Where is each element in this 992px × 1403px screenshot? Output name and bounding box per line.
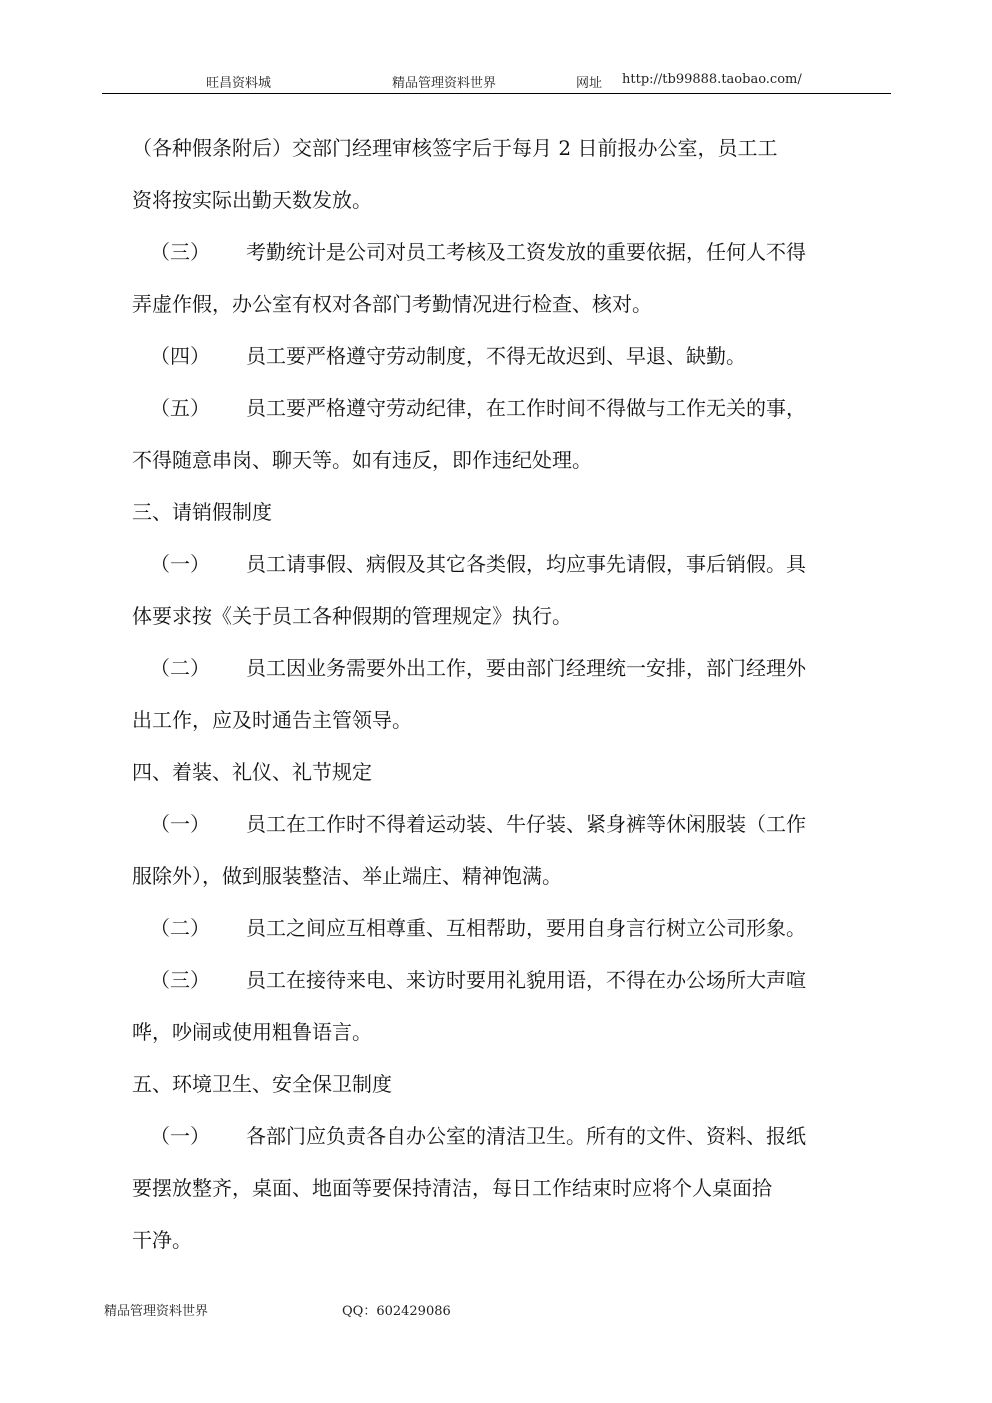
clause-4 xyxy=(132,330,892,382)
document-body xyxy=(132,122,892,1266)
footer-world-name: 精品管理资料世界 xyxy=(104,1304,209,1319)
body-line: （各种假条附后）交部门经理审核签字后于每月 2 日前报办公室，员工工 xyxy=(132,136,778,160)
clause-5 xyxy=(132,382,892,434)
body-line: 干净。 xyxy=(132,1228,192,1252)
header-url-label: 网址 xyxy=(576,76,603,91)
section-heading-3: 三、请销假制度 xyxy=(132,500,272,524)
body-line: 哗，吵闹或使用粗鲁语言。 xyxy=(132,1020,372,1044)
clause-text: 员工要严格遵守劳动纪律，在工作时间不得做与工作无关的事， xyxy=(246,396,806,420)
clause-label: （一） xyxy=(150,1124,210,1148)
clause-label: （二） xyxy=(150,916,210,940)
clause-4-1 xyxy=(132,798,892,850)
clause-label: （一） xyxy=(150,812,210,836)
body-line: 出工作，应及时通告主管领导。 xyxy=(132,708,412,732)
body-line: 服除外），做到服装整洁、举止端庄、精神饱满。 xyxy=(132,864,562,888)
header-shop-name: 旺昌资料城 xyxy=(206,76,272,91)
clause-text: 员工在接待来电、来访时要用礼貌用语，不得在办公场所大声喧 xyxy=(246,968,806,992)
clause-label: （四） xyxy=(150,344,210,368)
header-world-name: 精品管理资料世界 xyxy=(392,76,497,91)
section-heading-5: 五、环境卫生、安全保卫制度 xyxy=(132,1072,392,1096)
body-line: 体要求按《关于员工各种假期的管理规定》执行。 xyxy=(132,604,572,628)
clause-label: （三） xyxy=(150,240,210,264)
clause-4-2 xyxy=(132,902,892,954)
clause-text: 员工要严格遵守劳动制度，不得无故迟到、早退、缺勤。 xyxy=(246,344,746,368)
body-line: 资将按实际出勤天数发放。 xyxy=(132,188,372,212)
body-line: 弄虚作假，办公室有权对各部门考勤情况进行检查、核对。 xyxy=(132,292,652,316)
clause-3 xyxy=(132,226,892,278)
clause-text: 员工在工作时不得着运动装、牛仔装、紧身裤等休闲服装（工作 xyxy=(246,812,806,836)
section-heading-4: 四、着装、礼仪、礼节规定 xyxy=(132,760,372,784)
clause-text: 员工请事假、病假及其它各类假，均应事先请假，事后销假。具 xyxy=(246,552,806,576)
body-line: 不得随意串岗、聊天等。如有违反，即作违纪处理。 xyxy=(132,448,592,472)
clause-text: 各部门应负责各自办公室的清洁卫生。所有的文件、资料、报纸 xyxy=(246,1124,806,1148)
footer-qq: QQ：602429086 xyxy=(342,1304,451,1319)
clause-3-2 xyxy=(132,642,892,694)
clause-label: （三） xyxy=(150,968,210,992)
body-line: 要摆放整齐，桌面、地面等要保持清洁，每日工作结束时应将个人桌面拾 xyxy=(132,1176,772,1200)
page-header xyxy=(102,72,891,94)
clause-5-1 xyxy=(132,1110,892,1162)
header-url: http://tb99888.taobao.com/ xyxy=(622,72,802,87)
clause-label: （一） xyxy=(150,552,210,576)
clause-text: 员工之间应互相尊重、互相帮助，要用自身言行树立公司形象。 xyxy=(246,916,806,940)
clause-text: 员工因业务需要外出工作，要由部门经理统一安排，部门经理外 xyxy=(246,656,806,680)
header-divider xyxy=(102,93,891,94)
clause-label: （五） xyxy=(150,396,210,420)
clause-text: 考勤统计是公司对员工考核及工资发放的重要依据，任何人不得 xyxy=(246,240,806,264)
clause-label: （二） xyxy=(150,656,210,680)
clause-4-3 xyxy=(132,954,892,1006)
clause-3-1 xyxy=(132,538,892,590)
